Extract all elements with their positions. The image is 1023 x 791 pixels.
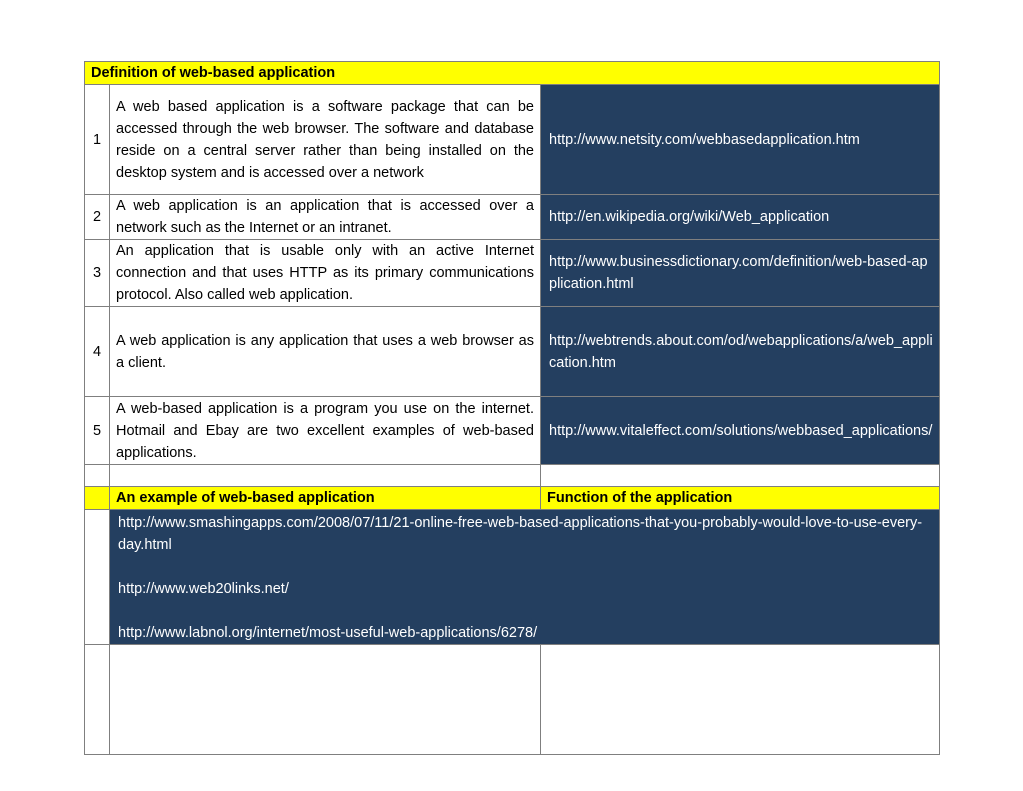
source-link[interactable]: http://www.netsity.com/webbasedapplication.htm: [541, 85, 940, 195]
definition-text: A web-based application is a program you use on the internet. Hotmail and Ebay are two excellent examples of web-based applications.: [110, 397, 541, 465]
empty-cell: [110, 645, 541, 755]
spacer-row: [85, 465, 940, 487]
row-number: 2: [85, 195, 110, 240]
definition-text: A web based application is a software package that can be accessed through the web browser. The software and database reside on a central server rather than being installed on the desktop system and is accessed over a network: [110, 85, 541, 195]
source-link[interactable]: http://webtrends.about.com/od/webapplications/a/web_application.htm: [541, 307, 940, 397]
empty-cell: [85, 645, 110, 755]
definition-text: An application that is usable only with an active Internet connection and that uses HTTP as its primary communications protocol. Also called web application.: [110, 240, 541, 307]
example-links-row: [85, 510, 940, 645]
definition-text: A web application is an application that is accessed over a network such as the Internet or an intranet.: [110, 195, 541, 240]
empty-cell: [541, 465, 940, 487]
empty-row: [85, 645, 940, 755]
empty-cell: [110, 465, 541, 487]
table-row: [85, 307, 940, 397]
table-row: [85, 195, 940, 240]
example-links: [110, 510, 940, 645]
example-header-row: [85, 487, 940, 510]
empty-cell: [85, 510, 110, 645]
table-row: [85, 85, 940, 195]
column-header-example: An example of web-based application: [110, 487, 541, 510]
column-header-function: Function of the application: [541, 487, 940, 510]
example-link[interactable]: http://www.web20links.net/: [118, 581, 289, 597]
source-link[interactable]: http://www.businessdictionary.com/definition/web-based-application.html: [541, 240, 940, 307]
source-link[interactable]: http://www.vitaleffect.com/solutions/webbased_applications/: [541, 397, 940, 465]
empty-cell: [541, 645, 940, 755]
row-number: 4: [85, 307, 110, 397]
empty-cell: [85, 487, 110, 510]
source-link[interactable]: http://en.wikipedia.org/wiki/Web_application: [541, 195, 940, 240]
table-row: [85, 240, 940, 307]
row-number: 1: [85, 85, 110, 195]
empty-cell: [85, 465, 110, 487]
row-number: 3: [85, 240, 110, 307]
definitions-table: [84, 61, 940, 755]
example-link[interactable]: http://www.smashingapps.com/2008/07/11/21-online-free-web-based-applications-that-you-probably-would-love-to-use-every-day.html: [118, 515, 923, 553]
row-number: 5: [85, 397, 110, 465]
table-row: [85, 397, 940, 465]
section-heading-definition: Definition of web-based application: [85, 62, 940, 85]
example-link[interactable]: http://www.labnol.org/internet/most-useful-web-applications/6278/: [118, 625, 538, 641]
definition-text: A web application is any application that uses a web browser as a client.: [110, 307, 541, 397]
